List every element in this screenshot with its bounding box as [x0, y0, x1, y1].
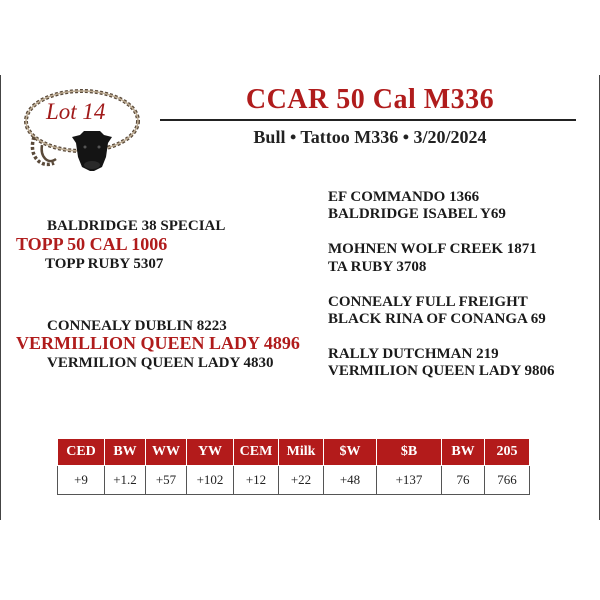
- lot-number: Lot 14: [46, 99, 106, 124]
- sire-sire-dam: BALDRIDGE ISABEL Y69: [328, 206, 506, 222]
- epd-header: $B: [377, 439, 442, 466]
- sire-sire: BALDRIDGE 38 SPECIAL: [47, 218, 226, 234]
- epd-value: 766: [485, 466, 530, 495]
- dam: VERMILLION QUEEN LADY 4896: [16, 333, 300, 353]
- dam-sire-dam: BLACK RINA OF CONANGA 69: [328, 311, 546, 327]
- epd-header-row: [58, 439, 530, 466]
- epd-header: CEM: [234, 439, 279, 466]
- sire-dam: TOPP RUBY 5307: [45, 256, 164, 272]
- sire-dam-sire: MOHNEN WOLF CREEK 1871: [328, 241, 537, 257]
- epd-header: $W: [324, 439, 377, 466]
- epd-table: [57, 438, 530, 495]
- animal-details: Bull • Tattoo M336 • 3/20/2024: [253, 127, 487, 147]
- epd-header: WW: [146, 439, 187, 466]
- epd-header: BW: [105, 439, 146, 466]
- dam-dam: VERMILION QUEEN LADY 4830: [47, 355, 274, 371]
- epd-value: +9: [58, 466, 105, 495]
- sire-dam-dam: TA RUBY 3708: [328, 259, 427, 275]
- title-divider: [160, 119, 576, 121]
- epd-header: CED: [58, 439, 105, 466]
- epd-value: +102: [187, 466, 234, 495]
- dam-dam-dam: VERMILION QUEEN LADY 9806: [328, 363, 555, 379]
- epd-header: BW: [442, 439, 485, 466]
- epd-value: +1.2: [105, 466, 146, 495]
- dam-sire-sire: CONNEALY FULL FREIGHT: [328, 294, 528, 310]
- epd-value-row: [58, 466, 530, 495]
- epd-header: Milk: [279, 439, 324, 466]
- epd-value: +48: [324, 466, 377, 495]
- epd-value: 76: [442, 466, 485, 495]
- sire-sire-sire: EF COMMANDO 1366: [328, 189, 480, 205]
- epd-header: YW: [187, 439, 234, 466]
- lot-badge: [20, 85, 150, 177]
- epd-value: +12: [234, 466, 279, 495]
- dam-sire: CONNEALY DUBLIN 8223: [47, 318, 227, 334]
- epd-value: +57: [146, 466, 187, 495]
- sire: TOPP 50 CAL 1006: [16, 234, 168, 254]
- epd-header: 205: [485, 439, 530, 466]
- epd-value: +137: [377, 466, 442, 495]
- animal-name: CCAR 50 Cal M336: [245, 84, 495, 115]
- epd-value: +22: [279, 466, 324, 495]
- dam-dam-sire: RALLY DUTCHMAN 219: [328, 346, 499, 362]
- angus-bull-head-icon: [68, 127, 116, 171]
